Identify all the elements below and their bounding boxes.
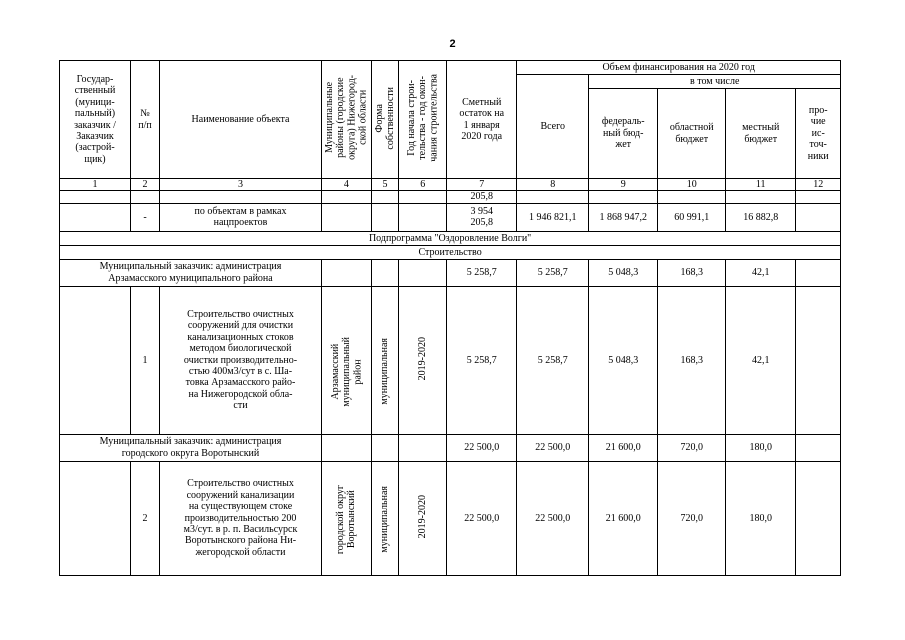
object2-number: 2 (131, 461, 160, 575)
object1-district-text: Арзамасский муниципальный район (329, 336, 363, 407)
header-number: № п/п (131, 61, 160, 179)
object2-years (399, 461, 447, 575)
header-ownership-text: Форма собственности (373, 86, 397, 150)
section-title: Строительство (60, 245, 841, 259)
header-including: в том числе (589, 75, 841, 89)
natsproekt-total: 1 946 821,1 (517, 203, 589, 231)
header-other-sources: про- чие ис- точ- ники (796, 89, 841, 179)
customer1-estimate: 5 258,7 (447, 259, 517, 286)
table-row (60, 461, 841, 575)
customer1-federal: 5 048,3 (589, 259, 658, 286)
object2-federal: 21 600,0 (589, 461, 658, 575)
object1-ownership-text: муниципальная (379, 338, 391, 405)
object1-number: 1 (131, 286, 160, 434)
customer2-local: 180,0 (726, 434, 796, 461)
object2-ownership (371, 461, 398, 575)
object1-years-text: 2019-2020 (417, 336, 429, 381)
header-ownership (371, 61, 398, 179)
natsproekt-regional: 60 991,1 (658, 203, 726, 231)
object1-name: Строительство очистных сооружений для очистки канализационных стоков методом биологической очистки производительно- стью 400м3/сут в с. Ша- товка Арзамасского райо- на Нижегородской обла- сти (160, 286, 322, 434)
object2-years-text: 2019-2020 (417, 494, 429, 539)
natsproekt-name: по объектам в рамках нацпроектов (160, 203, 322, 231)
header-customer: Государ- ственный (муници- пальный) заказчик / Заказчик (застрой- щик) (60, 61, 131, 179)
col-number: 3 (160, 179, 322, 191)
customer2-estimate: 22 500,0 (447, 434, 517, 461)
col-number: 12 (796, 179, 841, 191)
col-number: 7 (447, 179, 517, 191)
natsproekt-local: 16 882,8 (726, 203, 796, 231)
customer1-name: Муниципальный заказчик: администрация Арзамасского муниципального района (60, 259, 322, 286)
table-row (60, 259, 841, 286)
header-district-text: Муниципальные районы (городские округа) Нижегород- ской области (324, 75, 369, 161)
customer1-regional: 168,3 (658, 259, 726, 286)
page-number: 2 (449, 38, 456, 50)
col-number: 1 (60, 179, 131, 191)
table-row (60, 286, 841, 434)
header-years (399, 61, 447, 179)
col-number: 5 (371, 179, 398, 191)
object1-ownership (371, 286, 398, 434)
col-number: 6 (399, 179, 447, 191)
customer2-name: Муниципальный заказчик: администрация городского округа Воротынский (60, 434, 322, 461)
customer2-federal: 21 600,0 (589, 434, 658, 461)
header-financing-title: Объем финансирования на 2020 год (517, 61, 841, 75)
col-number: 11 (726, 179, 796, 191)
col-number: 8 (517, 179, 589, 191)
object2-local: 180,0 (726, 461, 796, 575)
header-object-name: Наименование объекта (160, 61, 322, 179)
header-years-text: Год начала строи- тельства - год окон- чания строительства (405, 73, 440, 162)
header-total: Всего (517, 75, 589, 179)
header-local-budget: местный бюджет (726, 89, 796, 179)
table-row (60, 203, 841, 231)
object1-total: 5 258,7 (517, 286, 589, 434)
carry-estimate: 205,8 (447, 191, 517, 203)
natsproekt-estimate: 3 954 205,8 (447, 203, 517, 231)
object1-district (322, 286, 372, 434)
customer1-local: 42,1 (726, 259, 796, 286)
object2-name: Строительство очистных сооружений канализации на существующем стоке производительностью 200 м3/сут. в р. п. Васильсурск Воротынского района Ни- жегородской области (160, 461, 322, 575)
customer2-total: 22 500,0 (517, 434, 589, 461)
object1-estimate: 5 258,7 (447, 286, 517, 434)
object1-years (399, 286, 447, 434)
table-row (60, 191, 841, 203)
col-number: 9 (589, 179, 658, 191)
natsproekt-number: - (131, 203, 160, 231)
customer2-regional: 720,0 (658, 434, 726, 461)
object2-district (322, 461, 372, 575)
financing-table (59, 60, 841, 576)
col-number: 2 (131, 179, 160, 191)
header-estimate-balance: Сметный остаток на 1 января 2020 года (447, 61, 517, 179)
customer1-total: 5 258,7 (517, 259, 589, 286)
natsproekt-federal: 1 868 947,2 (589, 203, 658, 231)
header-district (322, 61, 372, 179)
object1-local: 42,1 (726, 286, 796, 434)
object2-estimate: 22 500,0 (447, 461, 517, 575)
table-row (60, 434, 841, 461)
object2-ownership-text: муниципальная (379, 486, 391, 553)
object2-regional: 720,0 (658, 461, 726, 575)
object2-district-text: городской округ Воротынский (335, 485, 358, 555)
col-number: 4 (322, 179, 372, 191)
header-regional-budget: областной бюджет (658, 89, 726, 179)
header-federal-budget: федераль- ный бюд- жет (589, 89, 658, 179)
object1-federal: 5 048,3 (589, 286, 658, 434)
col-number: 10 (658, 179, 726, 191)
subprogram-title: Подпрограмма "Оздоровление Волги" (60, 231, 841, 245)
object1-regional: 168,3 (658, 286, 726, 434)
object2-total: 22 500,0 (517, 461, 589, 575)
